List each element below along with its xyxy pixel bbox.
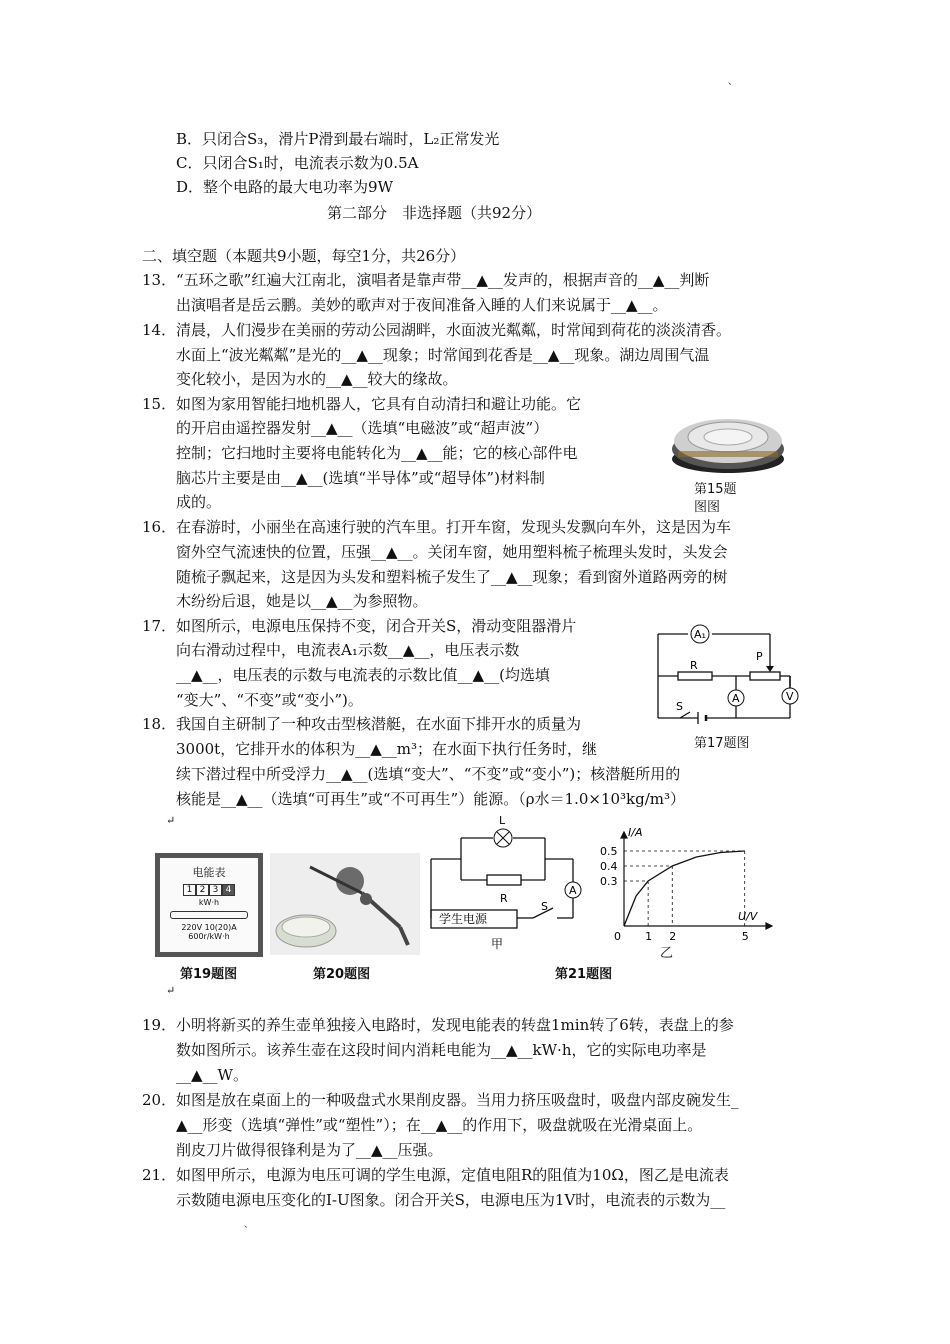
- ammeter-label: A: [569, 884, 577, 897]
- q19-number: 19．: [142, 1016, 177, 1034]
- section-title: 二、填空题（本题共9小题，每空1分，共26分）: [142, 247, 466, 265]
- q14-line: 变化较小，是因为水的__▲__较大的缘故。: [176, 370, 458, 388]
- x-axis-label: U/V: [738, 910, 758, 923]
- resistor-label: R: [690, 659, 698, 672]
- q20-line: 如图是放在桌面上的一种吸盘式水果削皮器。当用力挤压吸盘时，吸盘内部皮碗发生_: [176, 1091, 739, 1109]
- meter-revolutions: 600r/kW·h: [188, 932, 230, 941]
- q17-line: 向右滑动过程中，电流表A₁示数__▲__，电压表示数: [176, 641, 520, 659]
- meter-title: 电能表: [192, 866, 226, 879]
- q18-line: 核能是__▲__（选填“可再生”或“不可再生”）能源。（ρ水＝1.0×10³kg/m³）: [176, 790, 686, 808]
- meter-digit: 4: [222, 884, 235, 896]
- option-c: C．只闭合S₁时，电流表示数为0.5A: [176, 154, 419, 172]
- switch-label: S: [676, 700, 683, 713]
- fig19-caption: 第19题图: [180, 967, 238, 982]
- q15-line: 成的。: [176, 493, 222, 511]
- q16-line: 窗外空气流速快的位置，压强__▲__。关闭车窗，她用塑料梳子梳理头发时，头发会: [176, 543, 728, 561]
- q15-number: 15．: [142, 395, 177, 413]
- q19-line: 数如图所示。该养生壶在这段时间内消耗电能为__▲__kW·h，它的实际电功率是: [176, 1041, 707, 1059]
- q13-line: “五环之歌”红遍大江南北，演唱者是靠声带__▲__发声的，根据声音的__▲__判断: [176, 271, 710, 289]
- q21-line: 如图甲所示，电源为电压可调的学生电源，定值电阻R的阻值为10Ω，图乙是电流表: [176, 1166, 729, 1184]
- q15-line: 如图为家用智能扫地机器人，它具有自动清扫和避让功能。它: [176, 395, 582, 413]
- return-mark: ↵: [166, 814, 176, 827]
- y-axis-label: I/A: [628, 826, 643, 839]
- q17-line: 如图所示，电源电压保持不变，闭合开关S，滑动变阻器滑片: [176, 617, 577, 635]
- energy-meter-image: [155, 853, 263, 957]
- q19-line: __▲__W。: [176, 1066, 248, 1084]
- y-axis-arrow: [621, 832, 627, 838]
- q15-line: 的开启由遥控器发射__▲__（选填“电磁波”或“超声波”）: [176, 419, 549, 437]
- q15-caption: 图图: [694, 500, 721, 515]
- q21-circuit-diagram: [427, 812, 587, 952]
- x-tick-label: 2: [669, 930, 677, 943]
- q14-number: 14．: [142, 321, 177, 339]
- q14-line: 水面上“波光粼粼”是光的__▲__现象；时常闻到花香是__▲__现象。湖边周围气温: [176, 346, 710, 364]
- q16-number: 16．: [142, 518, 177, 536]
- y-tick-label: 0.5: [600, 845, 618, 858]
- q16-line: 木纷纷后退，她是以__▲__为参照物。: [176, 592, 428, 610]
- q13-line: 出演唱者是岳云鹏。美妙的歌声对于夜间准备入睡的人们来说属于__▲__。: [176, 296, 668, 314]
- meter-digit: 1: [183, 884, 196, 896]
- q20-line: ▲__形变（选填“弹性”或“塑性”）；在__▲__的作用下，吸盘就吸在光滑桌面上。: [176, 1116, 703, 1134]
- ammeter-a-label: A: [732, 692, 740, 705]
- figure-jia-label: 甲: [491, 937, 504, 951]
- meter-digit: 2: [196, 884, 209, 896]
- q13-number: 13．: [142, 271, 177, 289]
- fruit-peeler-image: [270, 853, 420, 955]
- meter-unit: kW·h: [198, 898, 220, 907]
- q15-line: 脑芯片主要是由__▲__(选填“半导体”或“超导体”)材料制: [176, 469, 545, 487]
- option-d: D．整个电路的最大电功率为9W: [176, 178, 393, 196]
- y-tick-label: 0.4: [600, 860, 618, 873]
- q18-line: 3000t，它排开水的体积为__▲__m³；在水面下执行任务时，继: [176, 740, 597, 758]
- slider-label: P: [756, 650, 763, 663]
- iu-graph: [592, 826, 782, 956]
- q18-line: 我国自主研制了一种攻击型核潜艇，在水面下排开水的质量为: [176, 715, 582, 733]
- return-mark: ↵: [166, 984, 176, 997]
- q17-number: 17．: [142, 617, 177, 635]
- power-source-label: 学生电源: [439, 912, 488, 926]
- q20-number: 20．: [142, 1091, 177, 1109]
- figure-yi-label: 乙: [660, 946, 674, 961]
- iu-curve: [624, 851, 745, 926]
- meter-disc: [170, 911, 248, 919]
- q16-line: 随梳子飘起来，这是因为头发和塑料梳子发生了__▲__现象；看到窗外道路两旁的树: [176, 568, 728, 586]
- ammeter-a1-label: A₁: [694, 628, 706, 641]
- corner-mark: 、: [728, 77, 738, 87]
- voltmeter-label: V: [786, 690, 794, 703]
- x-tick-label: 0: [614, 930, 621, 943]
- q14-line: 清晨，人们漫步在美丽的劳动公园湖畔，水面波光粼粼，时常闻到荷花的淡淡清香。: [176, 321, 732, 339]
- meter-rating: 220V 10(20)A: [181, 923, 237, 932]
- x-tick-label: 1: [645, 930, 653, 943]
- q17-circuit-diagram: [650, 620, 800, 732]
- switch-label: S: [541, 900, 548, 913]
- fig20-caption: 第20题图: [313, 967, 371, 982]
- q19-line: 小明将新买的养生壶单独接入电路时，发现电能表的转盘1min转了6转，表盘上的参: [176, 1016, 734, 1034]
- q21-line: 示数随电源电压变化的I-U图象。闭合开关S，电源电压为1V时，电流表的示数为__: [176, 1191, 726, 1209]
- x-axis-arrow: [766, 923, 772, 929]
- q17-line: __▲__，电压表的示数与电流表的示数比值__▲__(均选填: [176, 666, 550, 684]
- q17-line: “变大”、“不变”或“变小”)。: [176, 691, 363, 709]
- q21-number: 21．: [142, 1166, 177, 1184]
- robot-vacuum-image: [668, 397, 788, 479]
- q18-line: 续下潜过程中所受浮力__▲__(选填“变大”、“不变”或“变小”)；核潜艇所用的: [176, 765, 681, 783]
- q15-caption: 第15题: [694, 482, 737, 497]
- option-b: B．只闭合S₃，滑片P滑到最右端时，L₂正常发光: [176, 130, 500, 148]
- q16-line: 在春游时，小丽坐在高速行驶的汽车里。打开车窗，发现头发飘向车外，这是因为车: [176, 518, 732, 536]
- x-tick-label: 5: [741, 930, 749, 943]
- resistor-label: R: [500, 892, 508, 905]
- y-tick-label: 0.3: [600, 875, 618, 888]
- q17-caption: 第17题图: [694, 736, 750, 751]
- q20-line: 削皮刀片做得很锋利是为了__▲__压强。: [176, 1141, 443, 1159]
- q18-number: 18．: [142, 715, 177, 733]
- fig21-caption: 第21题图: [555, 967, 613, 982]
- q15-line: 控制；它扫地时主要将电能转化为__▲__能；它的核心部件电: [176, 444, 578, 462]
- bottom-mark: 、: [244, 1220, 254, 1230]
- lamp-label: L: [499, 814, 506, 827]
- meter-digit: 3: [209, 884, 222, 896]
- part-title: 第二部分 非选择题（共92分）: [327, 204, 542, 222]
